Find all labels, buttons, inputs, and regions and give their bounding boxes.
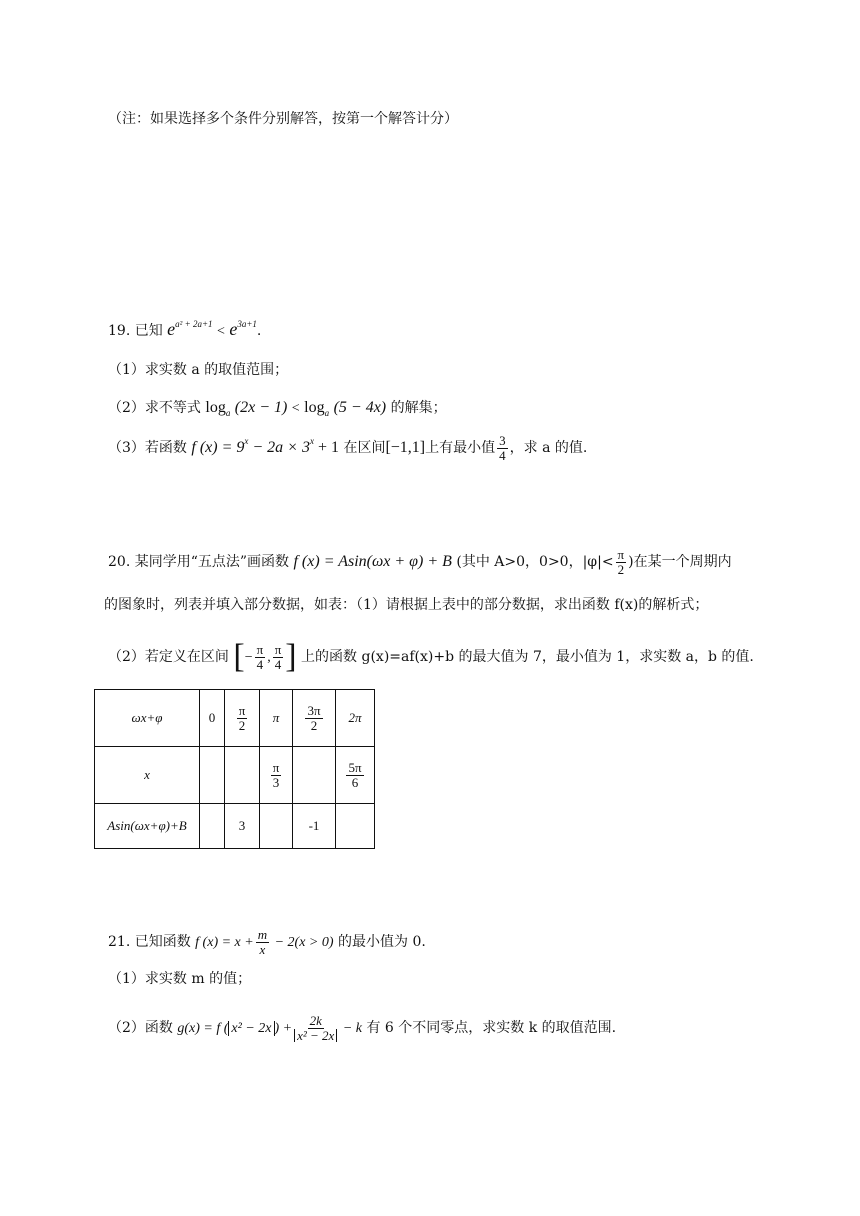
- q19-part3: [108, 434, 587, 462]
- q19-lt: <: [216, 324, 225, 339]
- q20-cond-b: )在某一个周期内: [628, 554, 732, 571]
- q21-part2: [108, 1014, 616, 1042]
- q19-p2-lt: <: [291, 401, 300, 416]
- table-cell: [200, 747, 225, 804]
- q19-p3-end: + 1: [313, 439, 339, 457]
- q19-lead: 19. 已知: [108, 323, 163, 339]
- q19-p2-log1: log: [205, 399, 226, 416]
- q19-p2-arg1: (2x − 1): [234, 399, 288, 416]
- q20-cond-fraction: [616, 548, 627, 576]
- q19-p2-arg2: (5 − 4x): [333, 399, 387, 416]
- q19-stem: [108, 320, 261, 339]
- note-text: （注：如果选择多个条件分别解答，按第一个解答计分）: [108, 111, 458, 127]
- table-cell: π: [260, 690, 293, 747]
- q19-p3-lead: （3）若函数: [108, 440, 187, 457]
- table-row: [95, 690, 375, 747]
- q19-p3-x1: x: [244, 436, 249, 447]
- table-cell: [225, 747, 260, 804]
- q19-lhs-exp: a² + 2a+1: [175, 319, 213, 329]
- q21-part1: （1）求实数 m 的值；: [108, 971, 252, 987]
- q19-p3-fraction: [497, 434, 508, 462]
- q19-p2-log2: log: [304, 399, 325, 416]
- q20-line3: （2）若定义在区间 [− $\frac{\pi}{4}$ , $\frac{\pi}{4}$ ] 上的函数 g(x)=af(x)+b 的最大值为 7，最小值为 1，求实数 a，b 的值.: [108, 638, 754, 675]
- q19-p3-tail: ，求 a 的值.: [509, 440, 588, 457]
- table-cell: [200, 804, 225, 849]
- q20-line3-tail: 上的函数 g(x)=af(x)+b 的最大值为 7，最小值为 1，求实数 a，b 的值.: [301, 649, 754, 665]
- q20-cond-den: 2: [617, 561, 625, 577]
- q21-stem: [108, 928, 426, 956]
- q21-num: m: [257, 927, 268, 942]
- q21-rest: − 2(x > 0): [271, 935, 334, 951]
- q19-p2-sub2: a: [324, 408, 330, 418]
- q19-p2-tail: 的解集；: [390, 400, 447, 416]
- q21-func: f (x) = x +: [195, 935, 254, 951]
- q20-line2: 的图象时，列表并填入部分数据，如表：（1）请根据上表中的部分数据，求出函数 f(x)的解析式；: [104, 597, 709, 613]
- table-cell: $\frac{\pi}{2}$: [225, 690, 260, 747]
- q21-p2-tail: 有 6 个不同零点，求实数 k 的取值范围.: [366, 1020, 617, 1037]
- q19-rhs-base: e: [229, 319, 238, 339]
- q21-g-right: ) +: [274, 1021, 293, 1037]
- q19-p3-func: f (x) = 9: [191, 439, 245, 457]
- q19-p3-x2: x: [309, 436, 314, 447]
- q19-p3-interval: [−1,1]: [385, 439, 426, 457]
- q20-cond-a: (其中 A>0，0>0，|φ|<: [456, 554, 614, 571]
- q21-g-left: g(x) = f (: [177, 1021, 229, 1037]
- table-cell: [293, 747, 336, 804]
- q20-line3-lead: （2）若定义在区间: [108, 649, 229, 665]
- q19-rhs-exp: 3a+1: [237, 319, 257, 329]
- q20-int-left-num: π: [256, 641, 264, 657]
- q21-g-abs: x² − 2x: [228, 1021, 274, 1036]
- q20-cond-num: π: [617, 547, 625, 562]
- q19-part2: [108, 400, 447, 418]
- table-cell: [260, 804, 293, 849]
- q21-lead: 21. 已知函数: [108, 934, 191, 951]
- table-cell: -1: [293, 804, 336, 849]
- q21-g-end: − k: [339, 1021, 362, 1037]
- q20-int-right: [273, 643, 284, 671]
- q19-end: .: [256, 323, 262, 339]
- q20-int-left: [255, 643, 266, 671]
- q21-p2-lead: （2）函数: [108, 1020, 173, 1037]
- q19-p3-num: 3: [499, 433, 506, 448]
- row-label-value: Asin(ωx+φ)+B: [95, 804, 200, 849]
- q21-den: x: [259, 941, 266, 957]
- q19-p2-sub1: a: [225, 408, 231, 418]
- q21-tail: 的最小值为 0.: [338, 934, 426, 951]
- table-cell: $\frac{3\pi}{2}$: [293, 690, 336, 747]
- table-cell: 0: [200, 690, 225, 747]
- table-cell: 2π: [336, 690, 375, 747]
- q21-g-num: 2k: [309, 1013, 322, 1028]
- q21-g-den: x² − 2x: [294, 1029, 337, 1043]
- q19-p3-mid: − 2a × 3: [248, 439, 310, 457]
- table-cell: $\frac{\pi}{3}$: [260, 747, 293, 804]
- table-row: [95, 804, 375, 849]
- q21-fraction: [256, 928, 269, 956]
- q20-bracket-right: ]: [285, 638, 297, 675]
- q19-part1: （1）求实数 a 的取值范围；: [108, 362, 289, 378]
- q20-func: f (x) = Asin(ωx + φ) + B: [293, 553, 452, 571]
- q19-lhs-base: e: [167, 319, 176, 339]
- five-point-table: [94, 689, 375, 849]
- q19-p3-den: 4: [499, 447, 506, 463]
- table-cell: [336, 804, 375, 849]
- table-cell: $\frac{5\pi}{6}$: [336, 747, 375, 804]
- q20-int-right-den: 4: [274, 656, 282, 672]
- q20-lead: 20. 某同学用“五点法”画函数: [108, 554, 290, 571]
- q19-p3-interval-text: 在区间: [343, 440, 386, 457]
- q20-int-left-den: 4: [256, 656, 264, 672]
- q21-g-fraction: [294, 1014, 337, 1042]
- row-label-phase: ωx+φ: [95, 690, 200, 747]
- q20-line1: [108, 548, 732, 576]
- q19-p2-lead: （2）求不等式: [108, 400, 201, 416]
- q20-int-right-num: π: [274, 641, 282, 657]
- q19-p3-min-text: 上有最小值: [425, 440, 496, 457]
- table-cell: 3: [225, 804, 260, 849]
- table-row: [95, 747, 375, 804]
- row-label-x: x: [95, 747, 200, 804]
- q20-bracket-left: [: [233, 638, 245, 675]
